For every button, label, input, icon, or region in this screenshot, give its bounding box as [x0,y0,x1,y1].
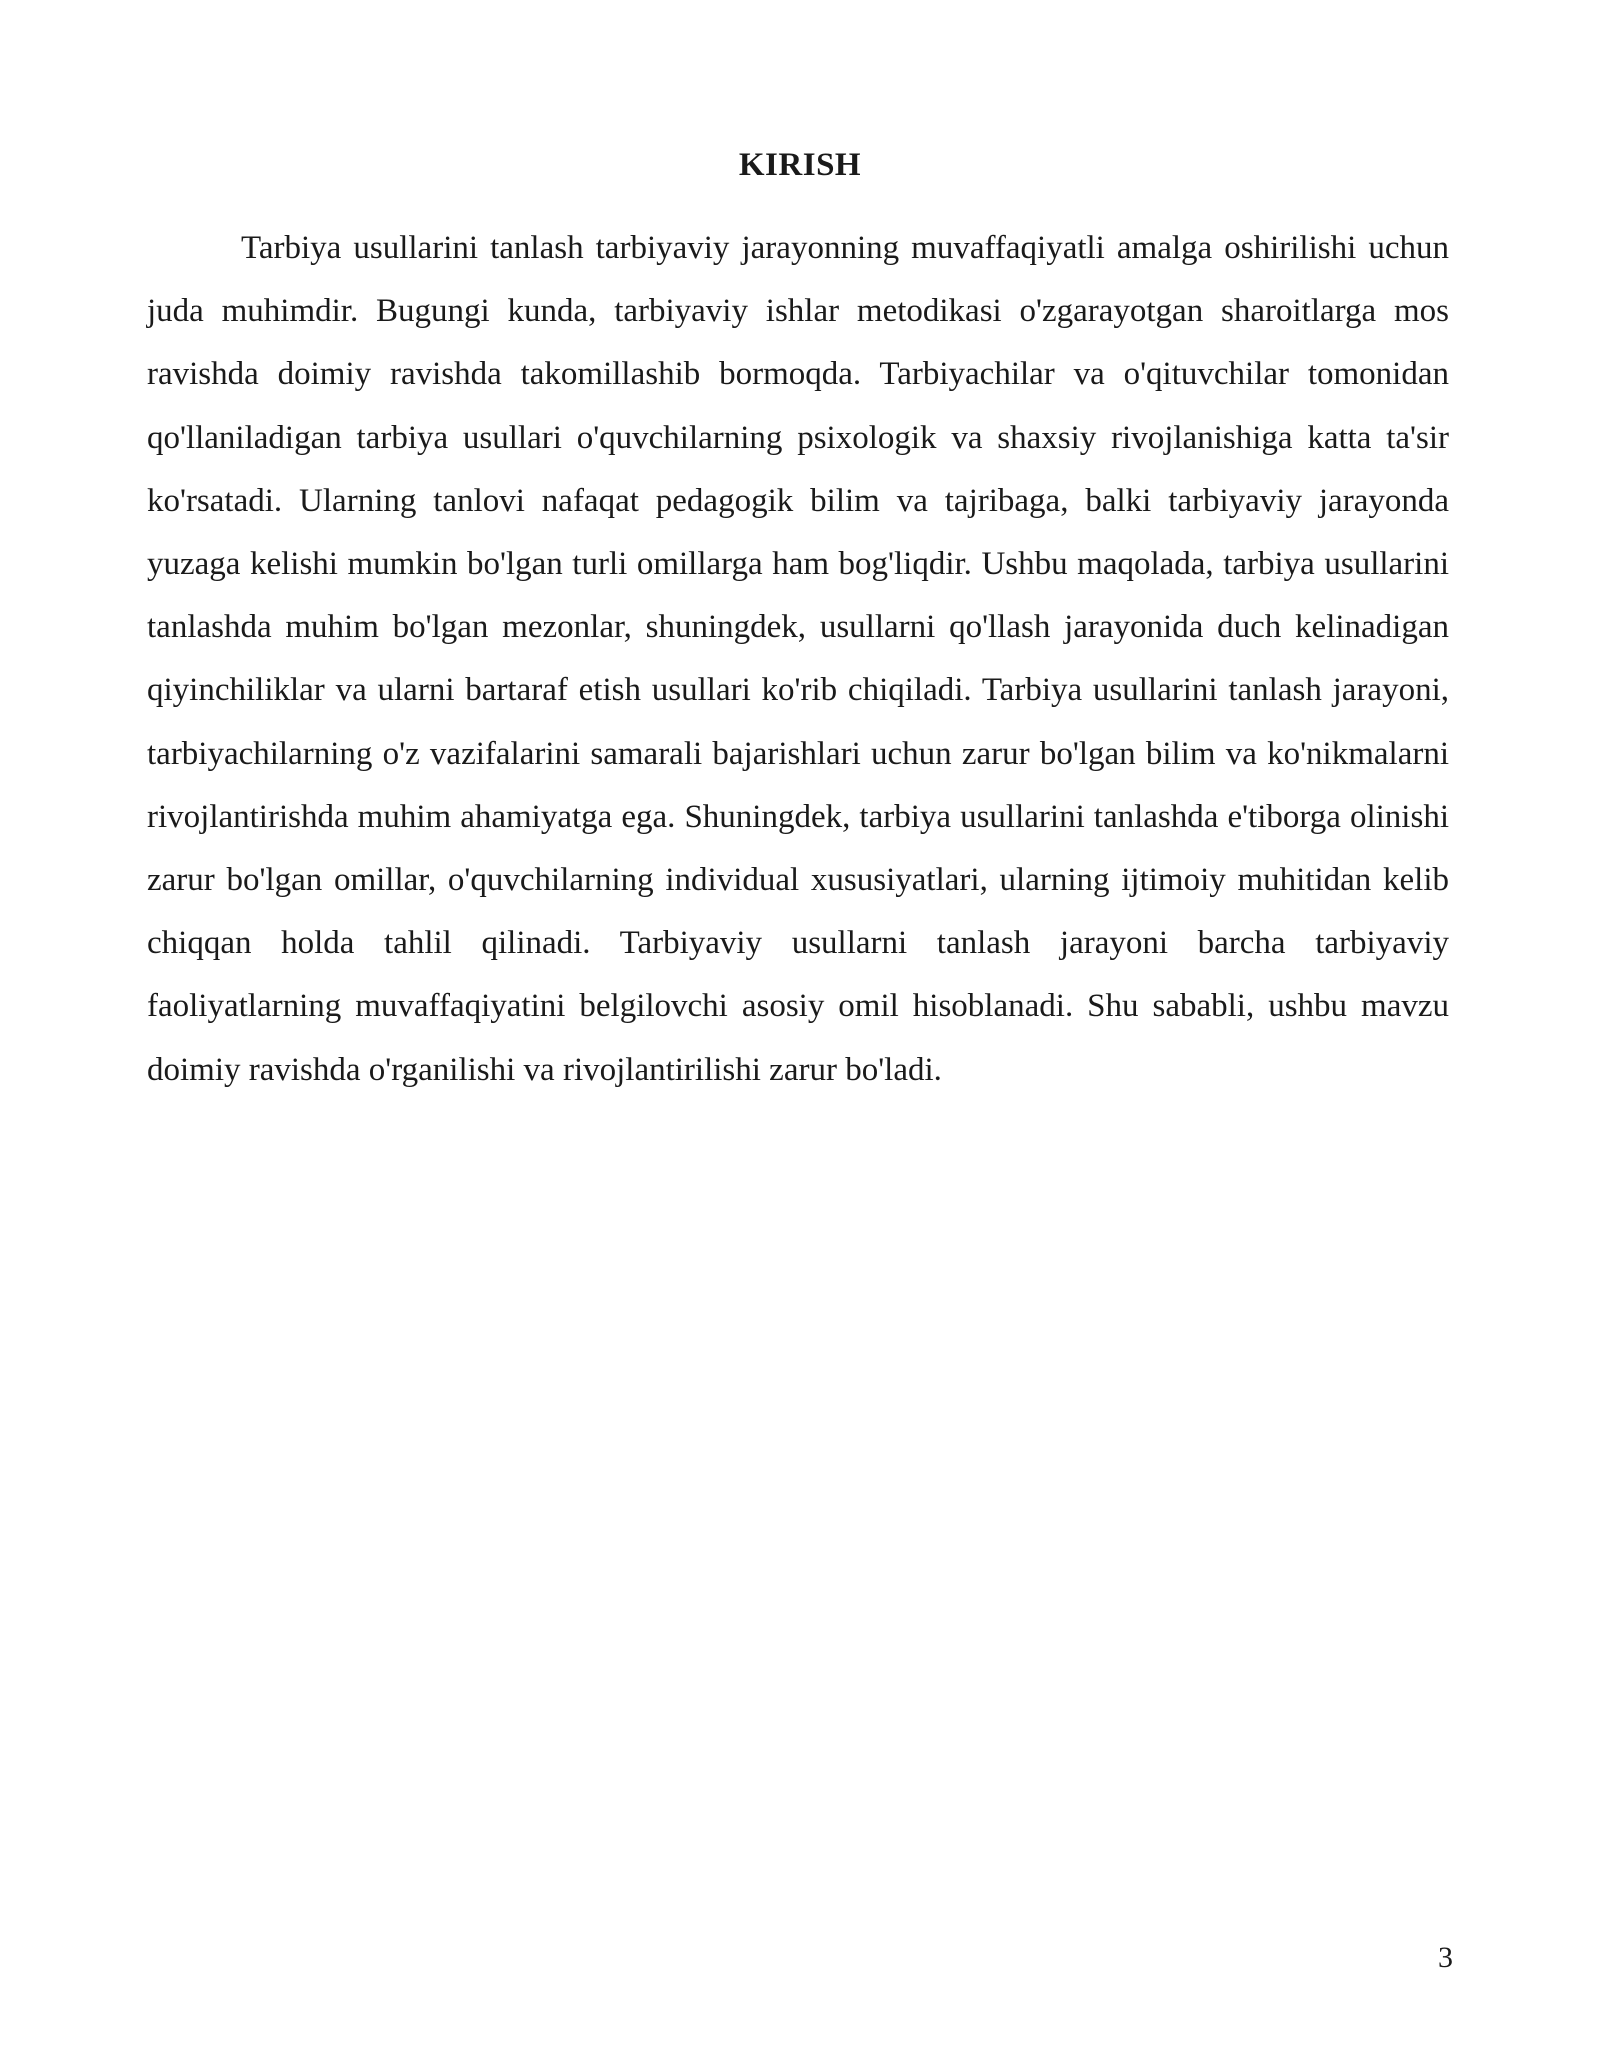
section-heading: KIRISH [738,147,862,183]
body-paragraph: Tarbiya usullarini tanlash tarbiyaviy jarayonning muvaffaqiyatli amalga oshirilishi uchun juda muhimdir. Bugungi kunda, tarbiyaviy ishlar metodikasi o'zgarayotgan sharoitlarga mos ravishda doimiy ravishda takomillashib bormoqda. Tarbiyachilar va o'qituvchilar tomonidan qo'llaniladigan tarbiya usullari o'quvchilarning psixologik va shaxsiy rivojlanishiga katta ta'sir ko'rsatadi. Ularning tanlovi nafaqat pedagogik bilim va tajribaga, balki tarbiyaviy jarayonda yuzaga kelishi mumkin bo'lgan turli omillarga ham bog'liqdir. Ushbu maqolada, tarbiya usullarini tanlashda muhim bo'lgan mezonlar, shuningdek, usullarni qo'llash jarayonida duch kelinadigan qiyinchiliklar va ularni bartaraf etish usullari ko'rib chiqiladi. Tarbiya usullarini tanlash jarayoni, tarbiyachilarning o'z vazifalarini samarali bajarishlari uchun zarur bo'lgan bilim va ko'nikmalarni rivojlantirishda muhim ahamiyatga ega. Shuningdek, tarbiya usullarini tanlashda e'tiborga olinishi zarur bo'lgan omillar, o'quvchilarning individual xususiyatlari, ularning ijtimoiy muhitidan kelib chiqqan holda tahlil qilinadi. Tarbiyaviy usullarni tanlash jarayoni barcha tarbiyaviy faoliyatlarning muvaffaqiyatini belgilovchi asosiy omil hisoblanadi. Shu sababli, ushbu mavzu doimiy ravishda o'rganilishi va rivojlantirilishi zarur bo'ladi. [147,230,1449,1088]
page-number: 3 [1438,1941,1453,1974]
